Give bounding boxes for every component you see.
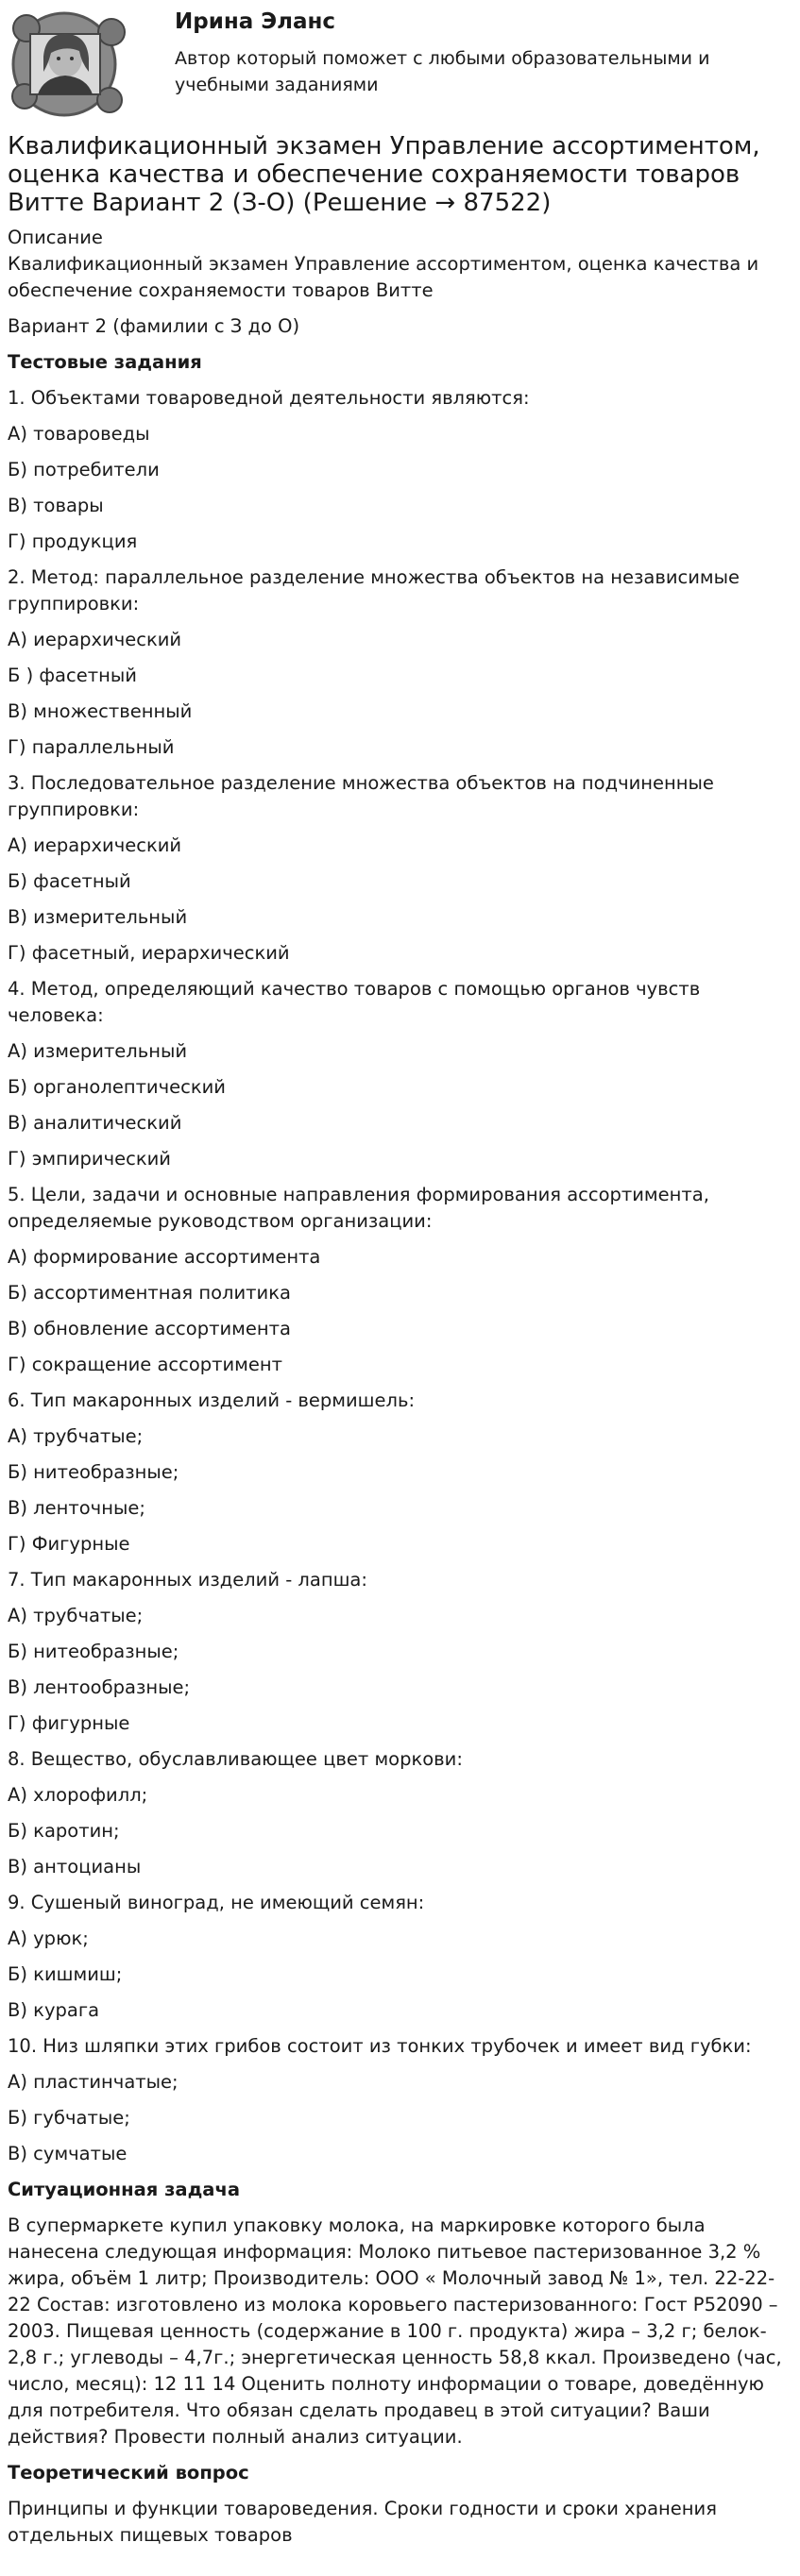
answer-option: А) хлорофилл; — [8, 1784, 148, 1806]
question-block — [8, 1746, 793, 1880]
answer-option: В) сумчатые — [8, 2143, 128, 2164]
variant-text: Вариант 2 (фамилии с З до О) — [8, 315, 300, 337]
question-text: 4. Метод, определяющий качество товаров с помощью органов чувств человека: — [8, 978, 701, 1026]
answer-option: Г) эмпирический — [8, 1148, 171, 1170]
answer-option: В) аналитический — [8, 1112, 182, 1134]
answer-option: А) урюк; — [8, 1928, 89, 1949]
tests-heading: Тестовые задания — [8, 351, 202, 373]
answer-option: А) иерархический — [8, 834, 182, 856]
question-text: 8. Вещество, обуславливающее цвет моркови: — [8, 1748, 463, 1770]
answer-option: А) формирование ассортимента — [8, 1246, 321, 1268]
question-text: 10. Низ шляпки этих грибов состоит из тонких трубочек и имеет вид губки: — [8, 2035, 752, 2057]
answer-option: Г) сокращение ассортимент — [8, 1354, 282, 1375]
answer-option: А) пластинчатые; — [8, 2071, 179, 2093]
theory-heading: Теоретический вопрос — [8, 2462, 249, 2483]
question-text: 2. Метод: параллельное разделение множества объектов на независимые группировки: — [8, 566, 740, 615]
answer-option: В) измерительный — [8, 906, 188, 928]
question-block — [8, 2033, 793, 2167]
question-text: 9. Сушеный виноград, не имеющий семян: — [8, 1892, 425, 1913]
answer-option: Б) кишмиш; — [8, 1963, 123, 1985]
answer-option: Г) параллельный — [8, 736, 175, 758]
question-block — [8, 1388, 793, 1557]
answer-option: В) ленточные; — [8, 1497, 145, 1519]
situation-text: В супермаркете купил упаковку молока, на маркировке которого была нанесена следующая информация: Молоко питьевое пастеризованное 3,2 % жира, объём 1 литр; Производитель: ООО « Молочный завод № 1», тел. 22-22-22 Состав: изготовлено из молока коровьего пастеризованного: Гост Р52090 – 2003. Пищевая ценность (содержание в 100 г. продукта) жира – 3,2 г; белок- 2,8 г.; углеводы – 4,7г.; энергетическая ценность 58,8 ккал. Произведено (час, число, месяц): 12 11 14 Оценить полноту информации о товаре, доведённую для потребителя. Что обязан сделать продавец в этой ситуации? Ваши действия? Провести полный анализ ситуации. — [8, 2214, 782, 2448]
answer-option: А) товароведы — [8, 423, 150, 445]
question-block — [8, 1567, 793, 1737]
answer-option: Г) Фигурные — [8, 1533, 130, 1555]
answer-option: А) трубчатые; — [8, 1425, 144, 1447]
answer-option: Б) нитеобразные; — [8, 1461, 179, 1483]
question-block — [8, 770, 793, 967]
author-description: Автор который поможет с любыми образовательными и учебными заданиями — [175, 48, 710, 95]
question-block — [8, 1182, 793, 1378]
author-avatar[interactable] — [6, 6, 132, 117]
answer-option: Г) фигурные — [8, 1712, 130, 1734]
answer-option: В) антоцианы — [8, 1856, 142, 1877]
answer-option: А) измерительный — [8, 1040, 188, 1062]
answer-option: Г) продукция — [8, 530, 138, 552]
answer-option: Б) органолептический — [8, 1076, 226, 1098]
question-text: 3. Последовательное разделение множества объектов на подчиненные группировки: — [8, 772, 714, 820]
page-title: Квалификационный экзамен Управление ассортиментом, оценка качества и обеспечение сохраняемости товаров Витте Вариант 2 (З-О) (Решение → 87522) — [8, 132, 760, 217]
answer-option: Б) нитеобразные; — [8, 1641, 179, 1662]
author-header — [0, 0, 800, 130]
description-label: Описание — [8, 227, 103, 248]
questions-list — [8, 385, 793, 2167]
answer-option: Б) фасетный — [8, 870, 131, 892]
document-body — [8, 132, 793, 2558]
author-name[interactable]: Ирина Эланс — [175, 9, 336, 34]
description-text: Квалификационный экзамен Управление ассортиментом, оценка качества и обеспечение сохраняемости товаров Витте — [8, 253, 759, 301]
answer-option: А) трубчатые; — [8, 1605, 144, 1626]
answer-option: В) курага — [8, 1999, 100, 2021]
question-text: 7. Тип макаронных изделий - лапша: — [8, 1569, 367, 1591]
answer-option: А) иерархический — [8, 629, 182, 650]
question-block — [8, 564, 793, 761]
answer-option: Б) губчатые; — [8, 2107, 130, 2129]
answer-option: В) лентообразные; — [8, 1676, 191, 1698]
question-block — [8, 1890, 793, 2024]
question-text: 5. Цели, задачи и основные направления формирования ассортимента, определяемые руководством организации: — [8, 1184, 709, 1232]
answer-option: Б) ассортиментная политика — [8, 1282, 291, 1304]
answer-option: Б ) фасетный — [8, 665, 137, 686]
situation-heading: Ситуационная задача — [8, 2179, 241, 2200]
question-text: 1. Объектами товароведной деятельности являются: — [8, 387, 530, 409]
theory-text: Принципы и функции товароведения. Сроки годности и сроки хранения отдельных пищевых товаров — [8, 2498, 717, 2546]
answer-option: В) обновление ассортимента — [8, 1318, 291, 1339]
answer-option: Г) фасетный, иерархический — [8, 942, 290, 964]
answer-option: В) товары — [8, 495, 104, 516]
answer-option: Б) каротин; — [8, 1820, 120, 1842]
question-block — [8, 385, 793, 555]
question-block — [8, 976, 793, 1172]
answer-option: В) множественный — [8, 700, 193, 722]
question-text: 6. Тип макаронных изделий - вермишель: — [8, 1389, 416, 1411]
answer-option: Б) потребители — [8, 459, 160, 480]
